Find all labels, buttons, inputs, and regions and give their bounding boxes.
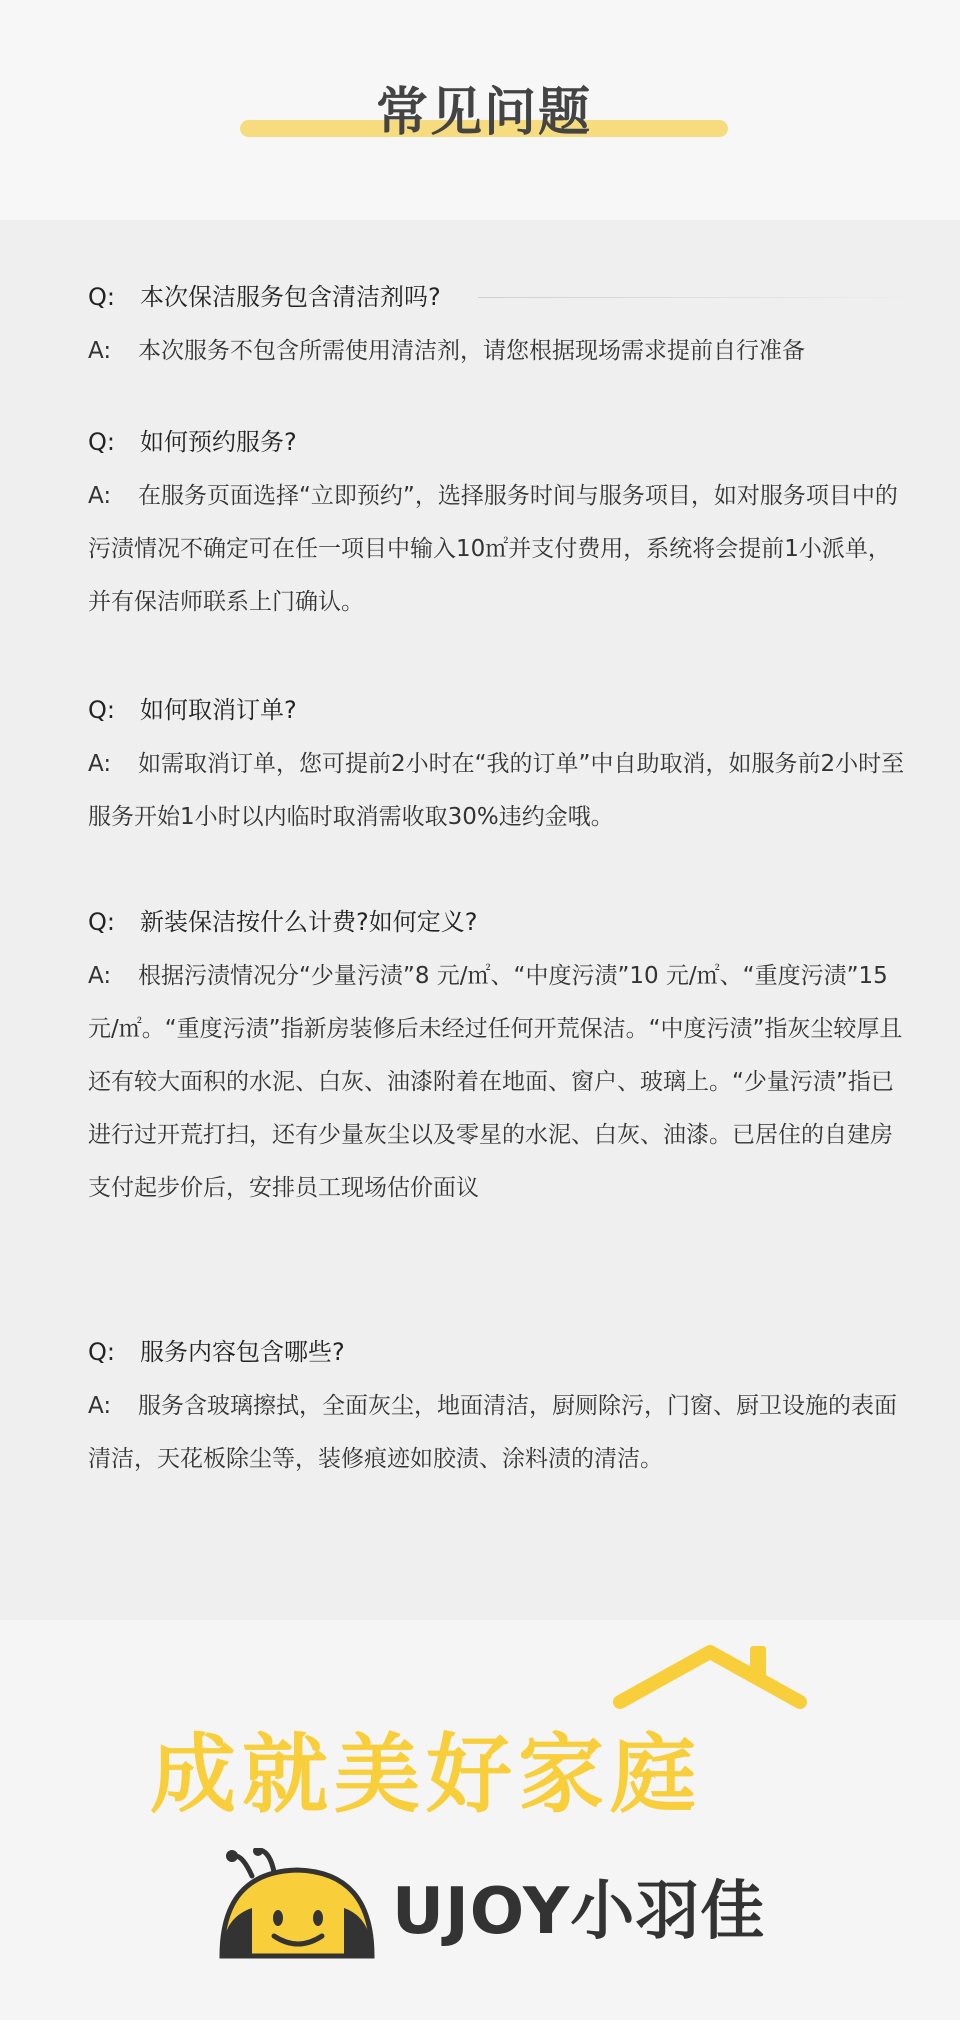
faq-item-4 [88,902,908,1215]
faq-item-2 [88,422,908,629]
faq-answer [88,470,908,629]
answer-text: 服务含玻璃擦拭，全面灰尘，地面清洁，厨厕除污，门窗、厨卫设施的表面清洁，天花板除尘等，装修痕迹如胶渍、涂料渍的清洁。 [88,1393,897,1472]
question-divider [478,297,926,298]
faq-question [88,902,908,942]
answer-text: 在服务页面选择“立即预约”，选择服务时间与服务项目，如对服务项目中的污渍情况不确定可在任一项目中输入10㎡并支付费用，系统将会提前1小派单，并有保洁师联系上门确认。 [88,483,898,615]
question-text: 新装保洁按什么计费?如何定义? [140,908,478,936]
faq-question [88,690,908,730]
question-text: 服务内容包含哪些? [140,1338,345,1366]
answer-text: 本次服务不包含所需使用清洁剂，请您根据现场需求提前自行准备 [138,338,805,364]
answer-prefix: A: [88,338,112,364]
question-prefix: Q: [88,283,115,311]
answer-prefix: A: [88,1393,112,1419]
faq-item-5 [88,1332,908,1486]
bee-mascot-icon [212,1848,382,1963]
faq-answer [88,325,908,378]
question-prefix: Q: [88,428,115,456]
faq-item-1 [88,277,908,378]
answer-text: 如需取消订单，您可提前2小时在“我的订单”中自助取消，如服务前2小时至服务开始1小时以内临时取消需收取30%违约金哦。 [88,751,905,830]
brand-slogan: 成就美好家庭 [150,1725,702,1825]
faq-answer [88,738,908,844]
question-prefix: Q: [88,908,115,936]
question-prefix: Q: [88,696,115,724]
faq-question [88,1332,908,1372]
question-text: 如何取消订单? [140,696,297,724]
faq-section [0,220,960,1620]
page-title: 常见问题 [375,83,592,143]
brand-footer [0,1620,960,2020]
page-header [0,0,960,220]
question-prefix: Q: [88,1338,115,1366]
question-text: 如何预约服务? [140,428,297,456]
faq-question [88,422,908,462]
faq-question [88,277,908,317]
faq-item-3 [88,690,908,844]
brand-logo-text: UJOY小羽佳 [392,1875,766,1949]
answer-prefix: A: [88,751,112,777]
question-text: 本次保洁服务包含清洁剂吗? [140,283,441,311]
answer-text: 根据污渍情况分“少量污渍”8 元/㎡、“中度污渍”10 元/㎡、“重度污渍”15 元/㎡。“重度污渍”指新房装修后未经过任何开荒保洁。“中度污渍”指灰尘较厚且还有较大面积的水泥、白灰、油漆附着在地面、窗户、玻璃上。“少量污渍”指已进行过开荒打扫，还有少量灰尘以及零星的水泥、白灰、油漆。已居住的自建房支付起步价后，安排员工现场估价面议 [88,963,903,1201]
faq-answer [88,1380,908,1486]
title-block [240,70,728,143]
faq-answer [88,950,908,1215]
answer-prefix: A: [88,483,112,509]
answer-prefix: A: [88,963,112,989]
